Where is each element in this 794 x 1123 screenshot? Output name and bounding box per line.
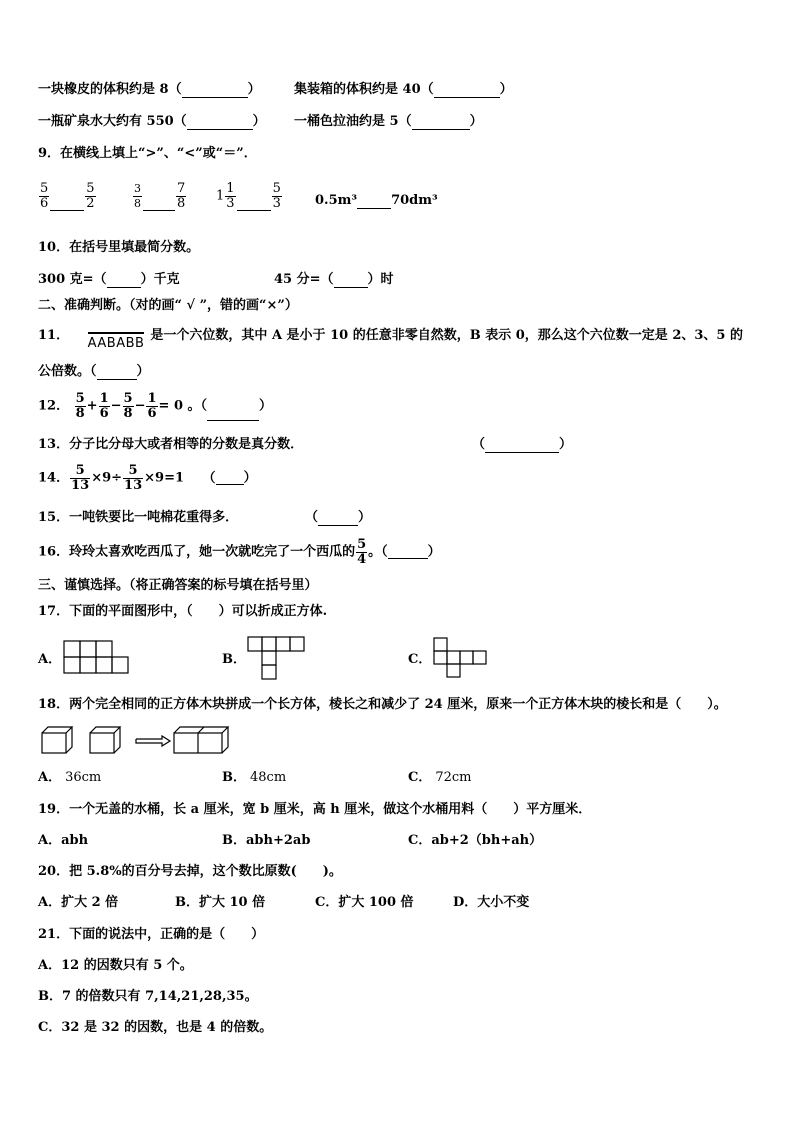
fraction xyxy=(85,182,95,211)
numerator: 5 xyxy=(357,537,367,552)
answer-blank[interactable] xyxy=(318,513,358,526)
fraction xyxy=(75,392,86,421)
cube-2 xyxy=(90,727,120,753)
q13-answer xyxy=(472,437,572,453)
denominator: 4 xyxy=(357,552,367,567)
numerator: 1 xyxy=(99,391,109,406)
denominator: 2 xyxy=(86,196,95,211)
paren-close: ） xyxy=(243,470,257,486)
q15-answer xyxy=(305,510,371,526)
denominator: 3 xyxy=(226,196,235,211)
denominator: 13 xyxy=(71,478,90,493)
numerator: 3 xyxy=(134,182,141,195)
fraction xyxy=(272,182,282,211)
cube-1 xyxy=(42,727,72,753)
q9-compare-4 xyxy=(315,193,438,209)
q19-option-b[interactable]: B．abh+2ab xyxy=(222,833,311,848)
paren-close: ） xyxy=(259,398,273,414)
answer-blank[interactable] xyxy=(97,367,137,380)
fraction xyxy=(133,182,142,211)
section-2-heading: 二、准确判断。（对的画“ √ ”，错的画“×”） xyxy=(38,298,298,313)
q21-option-b[interactable]: B．7 的倍数只有 7,14,21,28,35。 xyxy=(38,989,258,1004)
numerator: 1 xyxy=(147,391,157,406)
numerator: 5 xyxy=(75,391,85,406)
q8-oil-text: 一桶色拉油约是 5（ xyxy=(294,114,412,129)
option-label: A． xyxy=(38,770,62,785)
section-3-heading: 三、谨慎选择。（将正确答案的标号填在括号里） xyxy=(38,578,318,593)
q10-item-grams xyxy=(38,272,180,288)
answer-blank[interactable] xyxy=(357,196,391,209)
paren-close: ） xyxy=(136,364,150,379)
q10-minutes-unit: ）时 xyxy=(367,272,394,287)
denominator: 6 xyxy=(147,406,157,421)
numerator: 5 xyxy=(123,464,143,479)
numerator: 7 xyxy=(177,181,186,196)
q10-title: 10．在括号里填最简分数。 xyxy=(38,240,200,255)
q8-item-oil xyxy=(294,114,483,130)
fraction xyxy=(123,464,143,493)
paren-close: ） xyxy=(358,510,372,525)
q18-option-b[interactable] xyxy=(222,770,286,786)
denominator: 6 xyxy=(99,406,109,421)
q20-option-d[interactable]: D．大小不变 xyxy=(453,895,530,910)
q20-option-b[interactable]: B．扩大 10 倍 xyxy=(175,895,266,910)
q16-tail: 。（ xyxy=(368,544,388,560)
q19-option-a[interactable]: A．abh xyxy=(38,833,89,848)
q14-operator: ×9÷ xyxy=(91,470,123,486)
q11-line2 xyxy=(38,364,150,380)
q15-text: 15．一吨铁要比一吨棉花重得多． xyxy=(38,510,239,525)
answer-blank[interactable] xyxy=(143,188,175,211)
q19-text: 19．一个无盖的水桶，长 a 厘米，宽 b 厘米，高 h 厘米，做这个水桶用料（ ）平方厘米． xyxy=(38,802,592,817)
q18-option-c[interactable] xyxy=(408,770,472,786)
answer-blank[interactable] xyxy=(485,440,559,453)
volume-left: 0.5m³ xyxy=(315,193,358,208)
q11-overline-number: AABABB xyxy=(88,332,145,352)
q10-minutes-text: 45 分=（ xyxy=(274,272,334,287)
q11-line1 xyxy=(38,328,743,352)
q14-number: 14． xyxy=(38,470,70,486)
option-value: 36cm xyxy=(65,770,102,785)
operator: + xyxy=(86,398,98,414)
q10-grams-unit: ）千克 xyxy=(140,272,180,287)
numerator: 1 xyxy=(226,181,235,196)
option-label: B． xyxy=(222,770,246,785)
q9-title: 9．在横线上填上“>”、“<”或“＝”． xyxy=(38,146,257,161)
q21-option-a[interactable]: A．12 的因数只有 5 个。 xyxy=(38,958,193,973)
paren-close: ） xyxy=(469,114,483,129)
q16-line xyxy=(38,538,441,567)
denominator: 8 xyxy=(177,196,186,211)
numerator: 5 xyxy=(272,181,281,196)
fraction xyxy=(356,538,367,567)
numerator: 5 xyxy=(70,464,90,479)
q14-line xyxy=(38,464,257,493)
q14-tail: ×9=1 xyxy=(144,470,185,486)
q12-number: 12． xyxy=(38,398,70,414)
cube-net-c[interactable] xyxy=(434,634,494,682)
cube-net-b[interactable] xyxy=(248,636,310,682)
q8-container-text: 集装箱的体积约是 40（ xyxy=(294,82,434,97)
denominator: 8 xyxy=(134,197,141,210)
q11-text: 是一个六位数，其中 A 是小于 10 的任意非零自然数，B 表示 0，那么这个六位数一定是 2、3、5 的 xyxy=(150,328,743,343)
paren-open: （ xyxy=(472,437,486,452)
q8-item-container xyxy=(294,82,513,98)
fraction xyxy=(99,392,110,421)
denominator: 8 xyxy=(123,406,133,421)
paren-close: ） xyxy=(559,437,573,452)
answer-blank[interactable] xyxy=(412,117,470,130)
denominator: 6 xyxy=(40,196,49,211)
paren-close: ） xyxy=(499,82,513,97)
q12-tail: = 0 。（ xyxy=(158,398,208,414)
fraction xyxy=(123,392,134,421)
paren-open: （ xyxy=(305,510,319,525)
option-value: 48cm xyxy=(250,770,287,785)
q20-text: 20．把 5.8%的百分号去掉，这个数比原数( )。 xyxy=(38,864,342,879)
q17-text: 17．下面的平面图形中，（ ）可以折成正方体. xyxy=(38,604,328,619)
answer-blank[interactable] xyxy=(388,546,428,559)
q9-compare-1 xyxy=(38,182,97,211)
cube-diagram xyxy=(40,725,240,757)
operator: − xyxy=(110,398,122,414)
answer-blank[interactable] xyxy=(187,117,253,130)
q8-item-eraser xyxy=(38,82,261,98)
q20-option-a[interactable]: A．扩大 2 倍 xyxy=(38,895,119,910)
paren-close: ） xyxy=(427,544,441,560)
denominator: 8 xyxy=(75,406,85,421)
answer-blank[interactable] xyxy=(50,188,84,211)
fraction xyxy=(176,182,186,211)
volume-right: 70dm³ xyxy=(391,193,438,208)
q18-text: 18．两个完全相同的正方体木块拼成一个长方体，棱长之和减少了 24 厘米，原来一个正方体木块的棱长和是（ ）。 xyxy=(38,697,727,712)
arrow-icon xyxy=(136,736,170,746)
q10-item-minutes xyxy=(274,272,394,288)
answer-blank[interactable] xyxy=(107,275,141,288)
numerator: 5 xyxy=(40,181,49,196)
q17-option-b-label[interactable]: B． xyxy=(222,652,246,667)
mixed-whole: 1 xyxy=(216,188,225,204)
cube-net-a[interactable] xyxy=(64,640,132,676)
q9-compare-2 xyxy=(132,182,187,211)
denominator: 13 xyxy=(124,478,143,493)
paren-open: （ xyxy=(202,470,216,486)
q8-item-water xyxy=(38,114,266,130)
fraction xyxy=(146,392,157,421)
q8-eraser-text: 一块橡皮的体积约是 8（ xyxy=(38,82,182,97)
q21-option-c[interactable]: C．32 是 32 的因数，也是 4 的倍数。 xyxy=(38,1020,273,1035)
numerator: 5 xyxy=(86,181,95,196)
cuboid xyxy=(174,727,228,753)
q10-grams-text: 300 克=（ xyxy=(38,272,107,287)
answer-blank[interactable] xyxy=(182,85,248,98)
q18-option-a[interactable] xyxy=(38,770,101,786)
fraction xyxy=(70,464,90,493)
q16-text: 16．玲玲太喜欢吃西瓜了，她一次就吃完了一个西瓜的 xyxy=(38,544,356,560)
q17-option-a-label[interactable]: A． xyxy=(38,652,62,667)
option-label: C． xyxy=(408,770,432,785)
fraction xyxy=(225,182,235,211)
answer-blank[interactable] xyxy=(237,188,271,211)
paren-close: ） xyxy=(252,114,266,129)
denominator: 3 xyxy=(272,196,281,211)
fraction xyxy=(39,182,49,211)
q9-compare-3 xyxy=(216,182,283,211)
q11-number: 11． xyxy=(38,328,70,343)
numerator: 5 xyxy=(123,391,133,406)
q8-water-text: 一瓶矿泉水大约有 550（ xyxy=(38,114,187,129)
answer-blank[interactable] xyxy=(434,85,500,98)
answer-blank[interactable] xyxy=(334,275,368,288)
answer-blank[interactable] xyxy=(216,472,244,485)
paren-close: ） xyxy=(247,82,261,97)
q12-line xyxy=(38,392,272,421)
q17-option-c-label[interactable]: C． xyxy=(408,652,432,667)
q13-text: 13．分子比分母大或者相等的分数是真分数． xyxy=(38,437,304,452)
option-value: 72cm xyxy=(435,770,472,785)
q20-option-c[interactable]: C．扩大 100 倍 xyxy=(315,895,414,910)
q11-text-2: 公倍数。（ xyxy=(38,364,97,379)
q21-text: 21．下面的说法中，正确的是（ ） xyxy=(38,927,265,942)
operator: − xyxy=(134,398,146,414)
answer-blank[interactable] xyxy=(207,408,259,421)
q19-option-c[interactable]: C．ab+2（bh+ah） xyxy=(408,833,543,848)
